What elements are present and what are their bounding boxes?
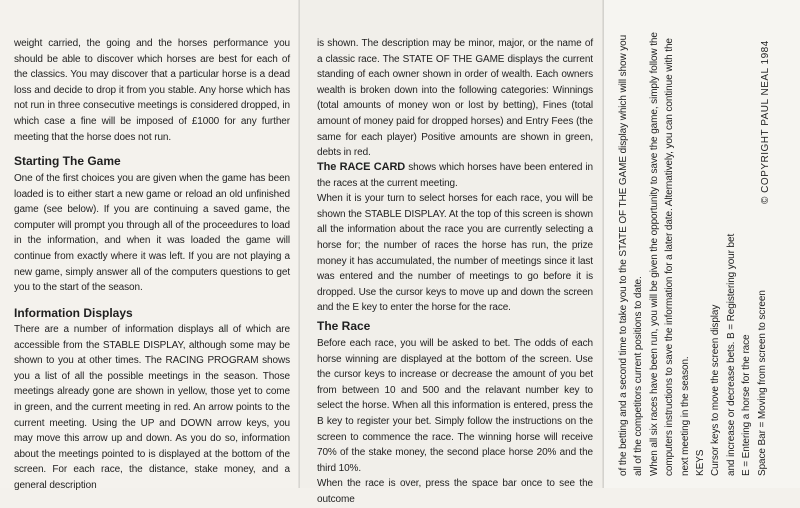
rotated-line: all of the competitors current positions to date.: [633, 276, 645, 476]
heading-information-displays: Information Displays: [14, 306, 133, 320]
key-item: E = Entering a horse for the race: [741, 334, 753, 476]
paragraph-information-displays: There are a number of information displays all of which are accessible from the STABLE DISPLAY, although some may be shown to you at other times. The RACING PROGRAM shows you a list of all the possible meetings in the season. Those meetings already gone are shown in yellow, those yet to come in green, and the current meeting in red. An arrow points to the current meeting. Using the UP and DOWN arrow keys, you may move this arrow up and down. As you do so, information about the meetings pointed to is displayed at the bottom of the screen. For each race, the distance, stake money, and a general description: [14, 324, 290, 491]
rotated-line: of the betting and a second time to take you to the STATE OF THE GAME display which will show you: [618, 34, 629, 476]
paragraph-the-race: Before each race, you will be asked to bet. The odds of each horse winning are displayed at the bottom of the screen. Use the cursor keys to increase or decrease the amount of you bet from between 10 and 500 and the relavant number key to select the horse. When all this information is entered, press the B key to register your bet. Simply follow the instructions on the screen to commence the race. The winning horse will receive 70% of the stake money, the second place horse 20% and the third 10%.: [317, 338, 593, 474]
heading-starting-the-game: Starting The Game: [14, 154, 121, 168]
middle-panel: [300, 0, 604, 505]
race-card-text: shows which horses have been entered in the races at the current meeting.: [317, 162, 594, 189]
left-panel: [0, 0, 300, 491]
rotated-line: computers instructions to save the information for a later date. Alternatively, you can continue with the: [664, 38, 676, 476]
paragraph-race-over: When the race is over, press the space bar once to see the outcome: [317, 478, 593, 505]
race-section: [317, 336, 593, 508]
race-card-section: [317, 160, 593, 316]
paragraph-starting-the-game: One of the first choices you are given when the game has been loaded is to either start a new game or reload an old unfinished game (see below). If you are continuing a saved game, the computer will prompt you through all of the proceedures to load in the information, and when it was loaded the game will continue from exactly where it was left. If you are not playing a new game, simply answer all of the computers questions to get you to the start of the season.: [14, 173, 290, 294]
paragraph-state-of-game: is shown. The description may be minor, major, or the name of a classic race. The STATE OF THE GAME displays the current standing of each owner shown in order of wealth. Each owners wealth is broken down into the following categories: Winnings (total amounts of money won or lost by betting), Fines (total amount of money paid for dropped horses) and Entry Fees (the same for each player) Positive amounts are shown in green, debts in red.: [317, 38, 593, 159]
paragraph-race-card: [317, 160, 593, 191]
copyright-notice: © COPYRIGHT PAUL NEAL 1984: [760, 40, 771, 204]
keys-heading: KEYS: [695, 449, 707, 476]
rotated-instructions: [616, 12, 776, 476]
rotated-line: When all six races have been run, you will be given the opportunity to save the game, simply follow the: [648, 32, 660, 476]
key-item: and increase or decrease bets. B = Registering your bet: [725, 233, 737, 476]
key-item: Cursor keys to move the screen display: [710, 304, 722, 476]
heading-the-race: The Race: [317, 319, 371, 333]
copyright-block: [760, 14, 776, 204]
key-item: Space Bar = Moving from screen to screen: [756, 290, 768, 476]
paragraph-stable-display: When it is your turn to select horses for each race, you will be shown the STABLE DISPLAY. At the top of this screen is shown all the information about the race you are currently selecting a horse for; the number of races the horse has run, the prize money it has accumulated, the number of meetings since it last was entered and the number of meetings to go before it is dropped. Use the cursor keys to move up and down the screen and the E key to enter the horse for the race.: [317, 193, 593, 314]
race-card-label: The RACE CARD: [317, 161, 406, 173]
rotated-line: next meeting in the season.: [679, 356, 691, 476]
paragraph-stable-intro: weight carried, the going and the horses performance you should be able to discover which horses are best for each of the classics. You may discover that a particular horse is a dead loss and decide to drop it from you stable. Any horse which has not run in three consecutive meetings is considered dropped, in which case a fine will be imposed of £1000 for any further meeting that the horse does not run.: [14, 38, 290, 143]
